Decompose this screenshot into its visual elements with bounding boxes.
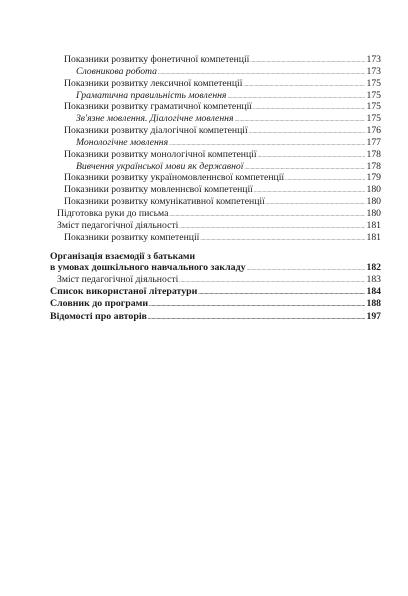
toc-entry[interactable] xyxy=(50,208,381,220)
toc-entry-page: 180 xyxy=(366,196,381,208)
toc-entry-title: Словник до програми xyxy=(50,298,149,310)
toc-entry-page: 178 xyxy=(366,148,381,160)
toc-entry-page: 181 xyxy=(366,219,381,231)
toc-leader-dots xyxy=(148,311,366,325)
section-heading-entry[interactable] xyxy=(50,262,381,274)
toc-entry[interactable] xyxy=(50,161,381,173)
toc-entry-page: 197 xyxy=(366,310,381,322)
toc-entry-page: 180 xyxy=(366,207,381,219)
toc-entry[interactable] xyxy=(50,184,381,196)
section-heading[interactable]: Організація взаємодії з батьками xyxy=(50,250,196,262)
toc-entry-page: 188 xyxy=(366,298,381,310)
toc-entry-title: Показники розвитку мовленнєвої компетенції xyxy=(64,184,253,196)
toc-entry-title: Підготовка руки до письма xyxy=(57,207,169,219)
toc-entry-page: 175 xyxy=(366,77,381,89)
toc-entry-page: 178 xyxy=(366,160,381,172)
toc-entry-title: Монологічне мовлення xyxy=(76,136,169,148)
toc-entry-page: 173 xyxy=(366,65,381,77)
toc-entry[interactable] xyxy=(50,298,381,310)
toc-entry-title: Словникова робота xyxy=(76,65,158,77)
toc-entry-title: Показники розвитку діалогічної компетенції xyxy=(64,125,248,137)
toc-entry-title: Зміст педагогічної діяльності xyxy=(57,219,179,231)
toc-entry-title: Показники розвитку фонетичної компетенції xyxy=(64,54,250,65)
toc-leader-dots xyxy=(200,232,365,246)
toc-entry-title: Показники розвитку україномовленнєвої компетенції xyxy=(64,172,285,184)
toc-entry[interactable] xyxy=(50,220,381,232)
toc-entry-page: 179 xyxy=(366,172,381,184)
toc-entry-page: 176 xyxy=(366,125,381,137)
toc-entry-page: 175 xyxy=(366,89,381,101)
toc-entry-title: Зв'язне мовлення. Діалогічне мовлення xyxy=(76,113,234,125)
toc-entry[interactable] xyxy=(50,66,381,78)
table-of-contents xyxy=(50,54,381,323)
toc-entry-title: в умовах дошкільного навчального закладу xyxy=(50,262,246,274)
toc-entry-page: 182 xyxy=(366,262,381,274)
toc-entry-title: Показники розвитку лексичної компетенції xyxy=(64,77,243,89)
toc-entry-title: Відомості про авторів xyxy=(50,310,147,322)
toc-entry-page: 180 xyxy=(366,184,381,196)
toc-entry-title: Список використаної літератури xyxy=(50,286,198,298)
toc-entry[interactable] xyxy=(50,196,381,208)
toc-entry-title: Вивчення української мови як державної xyxy=(76,160,244,172)
toc-entry-page: 183 xyxy=(366,274,381,286)
toc-entry[interactable] xyxy=(50,232,381,244)
toc-entry[interactable] xyxy=(50,286,381,298)
toc-entry[interactable] xyxy=(50,78,381,90)
toc-entry-title: Показники розвитку монологічної компетенції xyxy=(64,148,257,160)
toc-entry[interactable] xyxy=(50,149,381,161)
toc-entry[interactable] xyxy=(50,113,381,125)
toc-entry-title: Показники розвитку комунікативної компетенції xyxy=(64,196,265,208)
toc-entry-title: Показники розвитку компетенції xyxy=(64,231,200,243)
toc-entry-page: 175 xyxy=(366,101,381,113)
toc-entry[interactable] xyxy=(50,90,381,102)
toc-entry-page: 184 xyxy=(366,286,381,298)
toc-entry-page: 177 xyxy=(366,136,381,148)
toc-entry[interactable] xyxy=(50,125,381,137)
toc-entry-title: Зміст педагогічної діяльності xyxy=(57,274,179,286)
toc-entry-title: Показники розвитку граматичної компетенції xyxy=(64,101,252,113)
toc-entry[interactable] xyxy=(50,137,381,149)
toc-entry[interactable] xyxy=(50,274,381,286)
toc-entry[interactable] xyxy=(50,101,381,113)
toc-entry-page: 173 xyxy=(366,54,381,65)
toc-entry[interactable] xyxy=(50,172,381,184)
toc-entry[interactable] xyxy=(50,54,381,66)
toc-entry[interactable] xyxy=(50,311,381,323)
toc-entry-page: 175 xyxy=(366,113,381,125)
toc-entry-title: Граматична правильність мовлення xyxy=(76,89,227,101)
toc-entry-page: 181 xyxy=(366,231,381,243)
